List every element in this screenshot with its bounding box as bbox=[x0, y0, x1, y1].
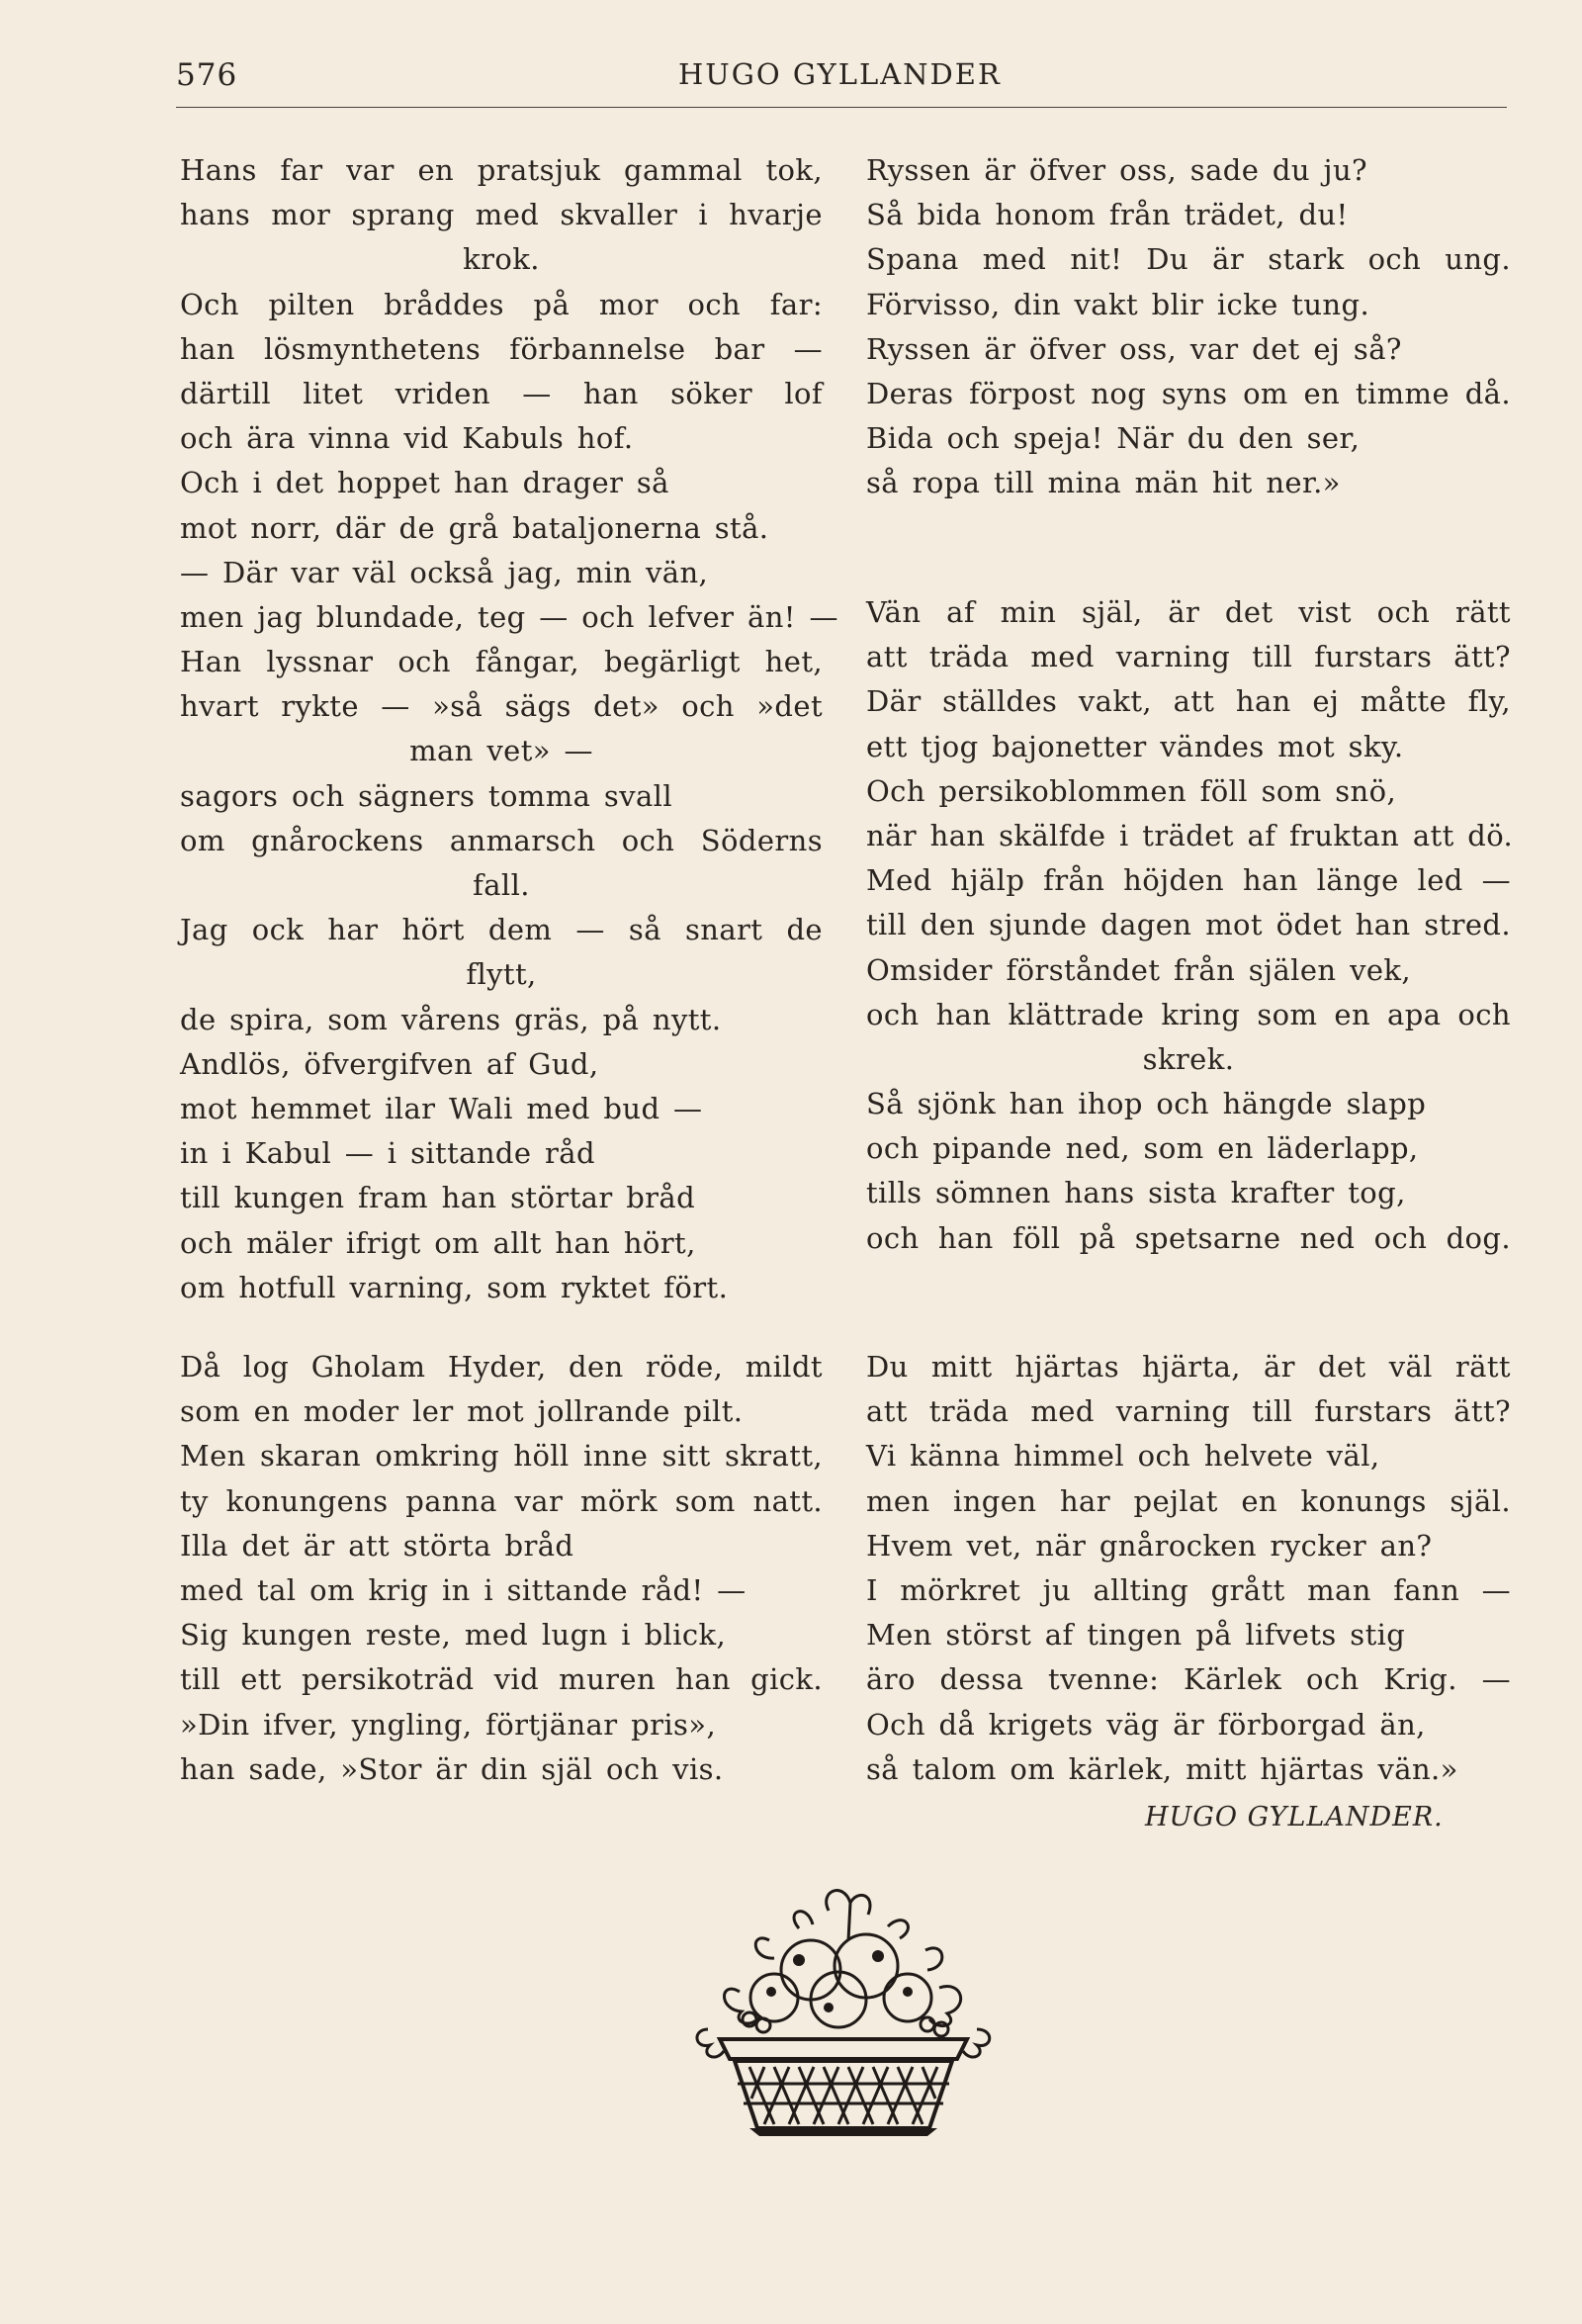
verse-line: skrek. bbox=[1142, 1041, 1235, 1076]
verse-line: att träda med varning till furstars ätt? bbox=[866, 1394, 1511, 1429]
verse-line: hans mor sprang med skvaller i hvarje bbox=[180, 198, 823, 232]
verse-line: som en moder ler mot jollrande pilt. bbox=[180, 1394, 744, 1429]
verse-line: Men skaran omkring höll inne sitt skratt, bbox=[180, 1439, 823, 1474]
verse-line: till den sjunde dagen mot ödet han stred. bbox=[866, 908, 1511, 942]
verse-line: med tal om krig in i sittande råd! — bbox=[180, 1572, 747, 1607]
verse-line: Förvisso, din vakt blir icke tung. bbox=[866, 287, 1370, 321]
verse-line: Jag ock har hört dem — så snart de bbox=[180, 913, 823, 947]
verse-line: Bida och speja! När du den ser, bbox=[866, 421, 1361, 456]
verse-line: när han skälfde i trädet af fruktan att dö. bbox=[866, 818, 1514, 852]
verse-line: och mäler ifrigt om allt han hört, bbox=[180, 1225, 696, 1260]
verse-line: Vi känna himmel och helvete väl, bbox=[866, 1439, 1380, 1474]
verse-line: så talom om kärlek, mitt hjärtas vän.» bbox=[866, 1751, 1458, 1786]
verse-line: Hans far var en pratsjuk gammal tok, bbox=[180, 153, 823, 187]
verse-line: Och i det hoppet han drager så bbox=[180, 466, 669, 500]
verse-line: äro dessa tvenne: Kärlek och Krig. — bbox=[866, 1662, 1511, 1697]
verse-line: in i Kabul — i sittande råd bbox=[180, 1136, 595, 1171]
verse-line: mot hemmet ilar Wali med bud — bbox=[180, 1091, 703, 1125]
verse-line: och pipande ned, som en läderlapp, bbox=[866, 1131, 1419, 1166]
stanza bbox=[180, 148, 838, 1310]
verse-line: mot norr, där de grå bataljonerna stå. bbox=[180, 510, 769, 545]
verse-line: om gnårockens anmarsch och Söderns bbox=[180, 823, 823, 857]
verse-line: man vet» — bbox=[409, 734, 593, 768]
verse-line: krok. bbox=[463, 242, 540, 277]
verse-line: han sade, »Stor är din själ och vis. bbox=[180, 1751, 724, 1786]
verse-line: Med hjälp från höjden han länge led — bbox=[866, 863, 1511, 898]
page-header bbox=[176, 57, 1507, 108]
verse-line: Då log Gholam Hyder, den röde, mildt bbox=[180, 1350, 823, 1384]
author-signature: HUGO GYLLANDER. bbox=[1145, 1802, 1444, 1832]
verse-line: och han klättrade kring som en apa och bbox=[866, 997, 1511, 1031]
verse-line: Och persikoblommen föll som snö, bbox=[866, 773, 1397, 808]
verse-line: om hotfull varning, som ryktet fört. bbox=[180, 1270, 729, 1304]
stanza bbox=[866, 1345, 1511, 1792]
verse-line: Spana med nit! Du är stark och ung. bbox=[866, 242, 1511, 277]
verse-line: hvart rykte — »så sägs det» och »det bbox=[180, 689, 823, 724]
verse-line: »Din ifver, yngling, förtjänar pris», bbox=[180, 1707, 717, 1742]
verse-line: sagors och sägners tomma svall bbox=[180, 778, 673, 813]
fruit-basket-ornament-icon bbox=[680, 1881, 1007, 2140]
verse-line: men jag blundade, teg — och lefver än! — bbox=[180, 599, 838, 634]
verse-line: Omsider förståndet från själen vek, bbox=[866, 952, 1412, 987]
verse-line: Ryssen är öfver oss, var det ej så? bbox=[866, 331, 1402, 366]
verse-line: att träda med varning till furstars ätt? bbox=[866, 640, 1511, 674]
verse-line: Andlös, öfvergifven af Gud, bbox=[180, 1046, 599, 1081]
verse-line: Du mitt hjärtas hjärta, är det väl rätt bbox=[866, 1350, 1511, 1384]
verse-line: så ropa till mina män hit ner.» bbox=[866, 466, 1341, 500]
verse-line: därtill litet vriden — han söker lof bbox=[180, 376, 823, 410]
verse-line: Hvem vet, när gnårocken rycker an? bbox=[866, 1528, 1433, 1563]
running-head: HUGO GYLLANDER bbox=[678, 57, 1002, 91]
verse-line: flytt, bbox=[466, 957, 537, 992]
verse-line: Där ställdes vakt, att han ej måtte fly, bbox=[866, 684, 1511, 719]
verse-line: Och pilten bråddes på mor och far: bbox=[180, 287, 823, 321]
verse-line: Ryssen är öfver oss, sade du ju? bbox=[866, 153, 1367, 187]
verse-line: tills sömnen hans sista krafter tog, bbox=[866, 1176, 1406, 1210]
verse-line: — Där var väl också jag, min vän, bbox=[180, 555, 709, 589]
verse-line: fall. bbox=[473, 868, 530, 902]
verse-line: Vän af min själ, är det vist och rätt bbox=[866, 595, 1511, 629]
verse-line: och ära vinna vid Kabuls hof. bbox=[180, 421, 634, 456]
verse-line: Så sjönk han ihop och hängde slapp bbox=[866, 1087, 1427, 1121]
verse-line: Så bida honom från trädet, du! bbox=[866, 198, 1349, 232]
verse-line: Deras förpost nog syns om en timme då. bbox=[866, 376, 1511, 410]
stanza bbox=[866, 590, 1514, 1261]
page-number: 576 bbox=[176, 57, 238, 93]
verse-line: han lösmynthetens förbannelse bar — bbox=[180, 331, 823, 366]
stanza bbox=[866, 148, 1511, 506]
verse-line: Han lyssnar och fångar, begärligt het, bbox=[180, 645, 823, 679]
verse-line: och han föll på spetsarne ned och dog. bbox=[866, 1220, 1511, 1255]
verse-line: I mörkret ju allting grått man fann — bbox=[866, 1572, 1511, 1607]
verse-line: Men störst af tingen på lifvets stig bbox=[866, 1618, 1406, 1653]
verse-line: ett tjog bajonetter vändes mot sky. bbox=[866, 729, 1404, 763]
verse-line: till kungen fram han störtar bråd bbox=[180, 1181, 696, 1215]
verse-line: till ett persikoträd vid muren han gick. bbox=[180, 1662, 823, 1697]
stanza bbox=[180, 1345, 823, 1792]
verse-line: de spira, som vårens gräs, på nytt. bbox=[180, 1002, 722, 1036]
verse-line: ty konungens panna var mörk som natt. bbox=[180, 1483, 823, 1518]
verse-line: Sig kungen reste, med lugn i blick, bbox=[180, 1618, 727, 1653]
verse-line: Och då krigets väg är förborgad än, bbox=[866, 1707, 1426, 1742]
verse-line: men ingen har pejlat en konungs själ. bbox=[866, 1483, 1511, 1518]
verse-line: Illa det är att störta bråd bbox=[180, 1528, 574, 1563]
